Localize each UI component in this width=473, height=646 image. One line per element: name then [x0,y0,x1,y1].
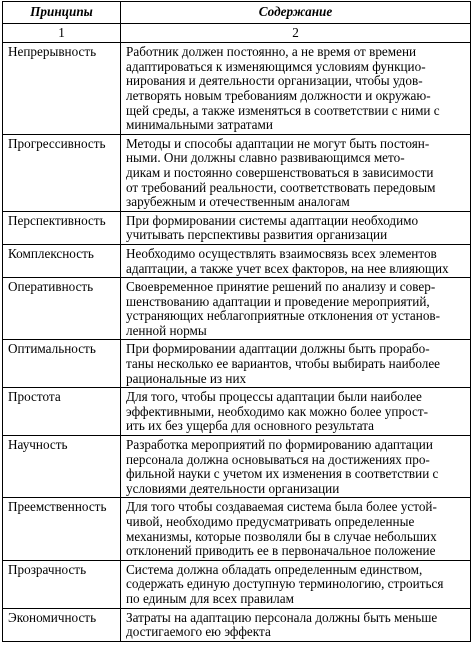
content-line: по единым для всех правилам [126,590,294,606]
table-row [3,560,471,608]
content-line: персонала должна основываться на достижениях про- [126,451,430,467]
content-line: механизмы, которые позволяли бы в случае небольших [126,528,437,544]
content-line: Затраты на адаптацию персонала должны быть меньше [126,609,438,625]
content-cell [121,436,471,498]
principle-cell: Комплексность [3,244,121,277]
content-line: эффективными, необходимо как можно более упрост- [126,403,428,419]
column-number-2: 2 [121,23,471,43]
content-line: минимальными затратами [126,117,273,133]
principle-cell: Оперативность [3,278,121,340]
content-line: отклонений приводить ее в первоначальное положение [126,543,436,559]
content-line: нирования и деятельности организации, чтобы удов- [126,73,423,89]
table-row [3,436,471,498]
content-cell [121,388,471,436]
column-number-row [3,23,471,43]
content-line: адаптироваться к изменяющимся условиям функцио- [126,58,426,74]
content-line: летворять новым требованиям должности и окружаю- [126,87,431,103]
content-cell [121,278,471,340]
content-cell [121,560,471,608]
content-line: ить их без ущерба для основного результата [126,418,374,434]
content-line: таны несколько ее вариантов, чтобы выбирать наиболее [126,356,441,372]
table-row [3,388,471,436]
content-line: Для того, чтобы процессы адаптации были наиболее [126,389,422,405]
content-line: условиями деятельности организации [126,480,340,496]
table-row [3,498,471,560]
content-line: Разработка мероприятий по формированию адаптации [126,437,433,453]
table-row [3,43,471,135]
content-line: чивой, необходимо предусматривать определенные [126,514,415,529]
principle-cell: Оптимальность [3,340,121,388]
content-cell [121,134,471,211]
header-content: Содержание [121,2,471,24]
table-row [3,340,471,388]
content-line: Методы и способы адаптации не могут быть постоян- [126,135,430,151]
principles-table [2,1,471,642]
content-line: Необходимо осуществлять взаимосвязь всех элементов [126,245,437,261]
content-line: ленной нормы [126,322,207,338]
document-page [2,1,470,642]
principle-cell: Экономичность [3,608,121,641]
content-line: зарубежным и отечественным аналогам [126,194,350,210]
principle-cell: Перспективность [3,211,121,244]
content-line: При формировании системы адаптации необходимо [126,212,419,228]
content-line: Для того чтобы создаваемая система была более устой- [126,499,437,515]
content-line: При формировании адаптации должны быть прорабо- [126,341,430,357]
table-row [3,211,471,244]
header-principles: Принципы [3,2,121,24]
content-line: шенствованию адаптации и проведение мероприятий, [126,293,430,309]
content-line: Работник должен постоянно, а не время от времени [126,44,417,60]
content-line: достигаемого ею эффекта [126,624,271,640]
table-row [3,608,471,641]
content-line: дикам и постоянно совершенствоваться в зависимости [126,164,434,180]
principle-cell: Научность [3,436,121,498]
header-row [3,2,471,24]
content-cell [121,211,471,244]
content-line: устраняющих неблагоприятные отклонения от установ- [126,308,441,324]
content-cell [121,43,471,135]
content-line: учитывать перспективы развития организации [126,227,388,243]
content-line: от требований реальности, соответствовать передовым [126,179,436,195]
content-line: Своевременное принятие решений по анализу и совер- [126,279,436,295]
principle-cell: Простота [3,388,121,436]
content-cell [121,244,471,277]
content-line: Система должна обладать определенным единством, [126,561,423,577]
content-line: ными. Они должны славно развивающимся мето- [126,150,405,166]
table-row [3,244,471,277]
principle-cell: Прогрессивность [3,134,121,211]
content-line: рациональные из них [126,370,247,386]
content-line: щей среды, а также изменяться в соответствии с ними с [126,102,440,118]
content-cell [121,608,471,641]
principle-cell: Непрерывность [3,43,121,135]
principle-cell: Прозрачность [3,560,121,608]
table-body [3,43,471,642]
content-line: фильной науки с учетом их изменения в соответствии с [126,466,439,482]
content-line: адаптации, а также учет всех факторов, на нее влияющих [126,260,449,276]
table-row [3,134,471,211]
table-row [3,278,471,340]
principle-cell: Преемственность [3,498,121,560]
content-cell [121,498,471,560]
content-cell [121,340,471,388]
column-number-1: 1 [3,23,121,43]
content-line: содержать единую доступную терминологию, строиться [126,576,444,592]
